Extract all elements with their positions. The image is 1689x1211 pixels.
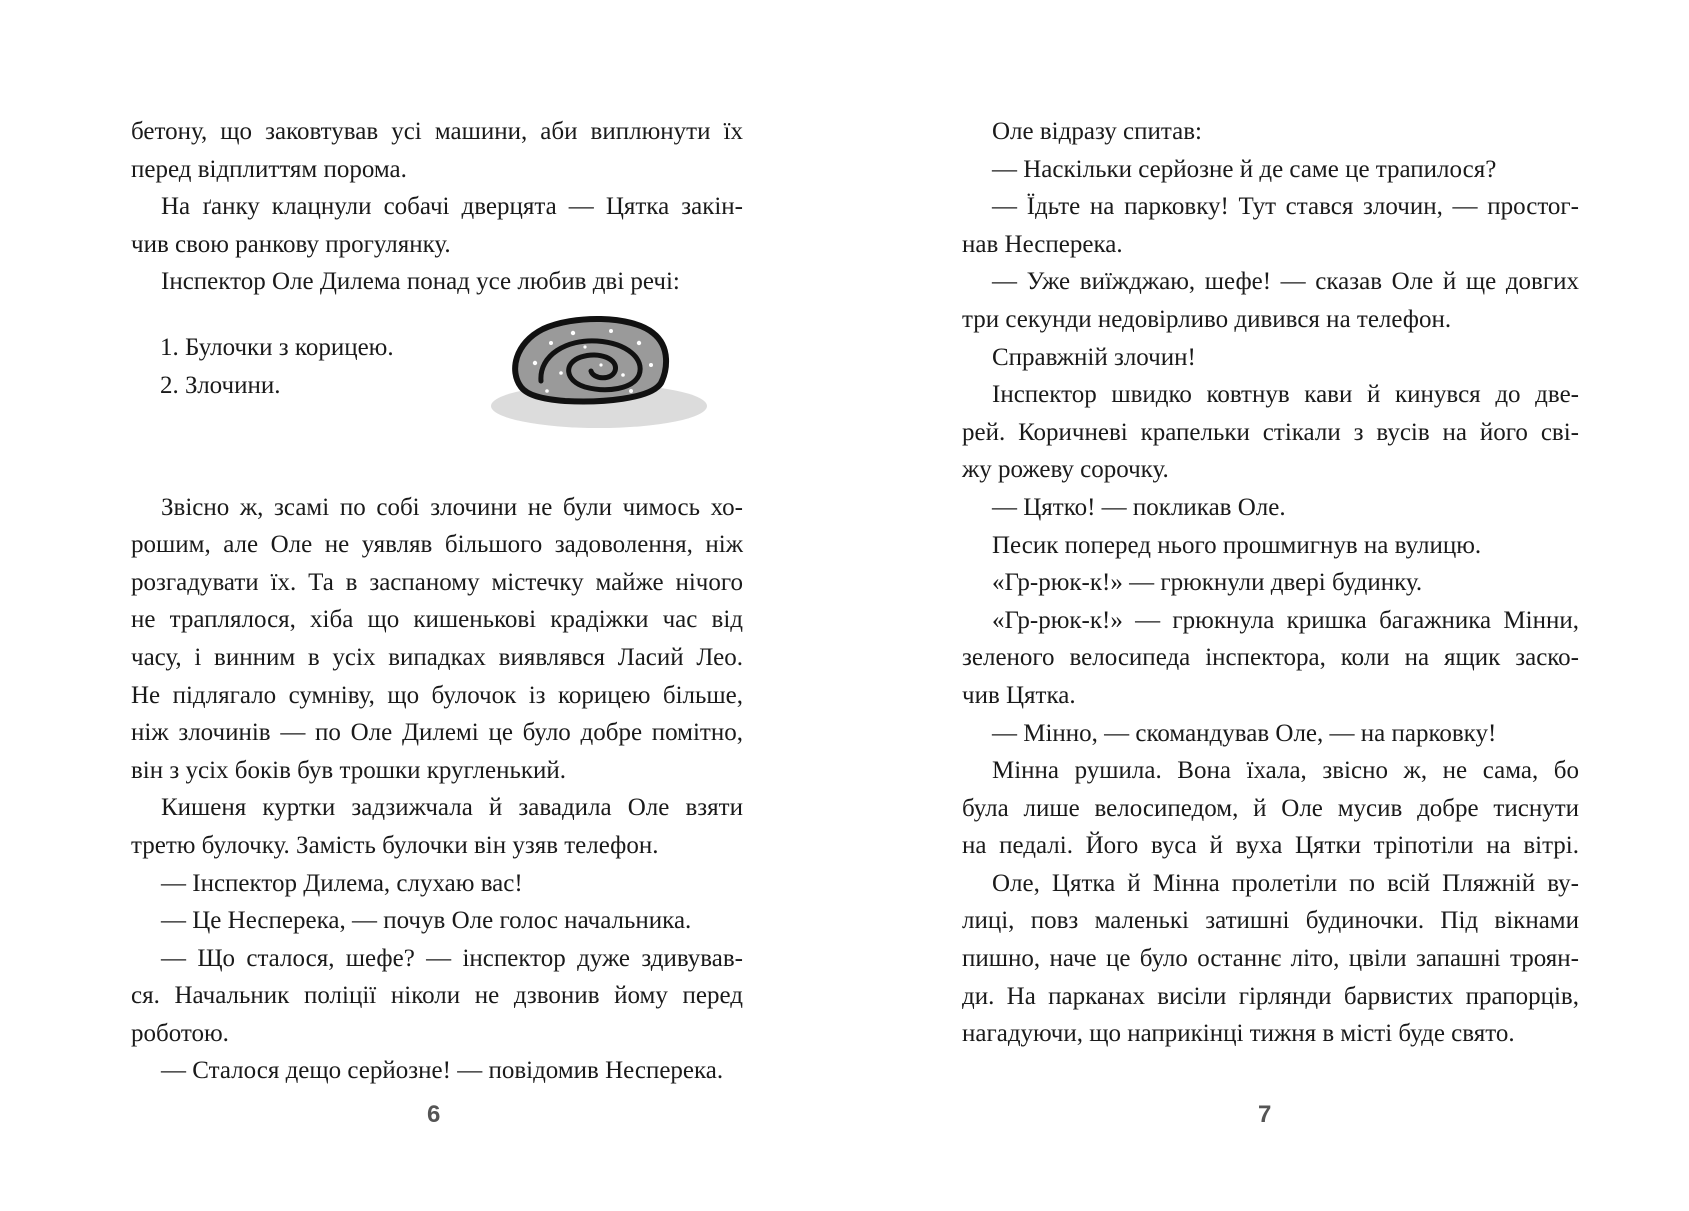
list-item: 1. Булочки з корицею.	[160, 333, 394, 361]
text-line: на педалі. Його вуса й вуха Цятки тріпотіли на вітрі.	[962, 832, 1579, 860]
text-line: зеленого велосипеда інспектора, коли на ящик заско-	[962, 644, 1579, 672]
text-line: ся. Начальник поліції ніколи не дзвонив йому перед	[131, 982, 743, 1010]
text-line: Песик поперед нього прошмигнув на вулицю.	[992, 531, 1482, 559]
text-line: — Їдьте на парковку! Тут стався злочин, — простог-	[992, 193, 1579, 221]
text-line: ніж злочинів — по Оле Дилемі це було добре помітно,	[131, 719, 743, 747]
text-line: На ґанку клацнули собачі дверцята — Цятка закін-	[161, 193, 743, 221]
text-line: три секунди недовірливо дивився на телефон.	[962, 305, 1452, 333]
text-line: Оле відразу спитав:	[992, 118, 1202, 145]
text-line: розгадувати їх. Та в заспаному містечку майже нічого	[131, 568, 743, 596]
text-line: роботою.	[131, 1019, 229, 1047]
text-line: — Це Несперека, — почув Оле голос начальника.	[161, 907, 692, 935]
text-line: «Гр-рюк-к!» — грюкнула кришка багажника Мінни,	[992, 606, 1579, 634]
text-line: лиці, повз маленькі затишні будиночки. Під вікнами	[962, 907, 1579, 935]
text-line: — Наскільки серйозне й де саме це трапилося?	[992, 155, 1497, 183]
text-line: він з усіх боків був трошки кругленький.	[131, 756, 567, 784]
text-line: бетону, що заковтував усі машини, аби виплюнути їх	[131, 118, 743, 145]
text-line: була лише велосипедом, й Оле мусив добре тиснути	[962, 794, 1579, 822]
text-line: рей. Коричневі крапельки стікали з вусів на його сві-	[962, 418, 1579, 446]
favorite-things-list	[131, 301, 743, 451]
list-item: 2. Злочини.	[160, 371, 281, 399]
text-line: не траплялося, хіба що кишенькові крадіжки час від	[131, 606, 743, 634]
text-line: Інспектор Оле Дилема понад усе любив дві речі:	[161, 268, 680, 296]
text-line: Мінна рушила. Вона їхала, звісно ж, не сама, бо	[992, 757, 1579, 785]
text-line: «Гр-рюк-к!» — грюкнули двері будинку.	[992, 569, 1423, 597]
right-page	[845, 0, 1689, 1211]
text-line: — Сталося дещо серйозне! — повідомив Несперека.	[161, 1057, 724, 1085]
text-line: Оле, Цятка й Мінна пролетіли по всій Пляжній ву-	[992, 869, 1579, 897]
left-text-column	[131, 113, 743, 1090]
text-line: — Інспектор Дилема, слухаю вас!	[161, 869, 523, 897]
page-number: 6	[427, 1101, 441, 1128]
text-line: Звісно ж, зсамі по собі злочини не були чимось хо-	[161, 493, 743, 521]
page-number: 7	[1258, 1101, 1272, 1128]
text-line: часу, і винним в усіх випадках виявлявся Ласий Лео.	[131, 643, 743, 671]
text-line: третю булочку. Замість булочки він узяв телефон.	[131, 831, 659, 859]
text-line: — Уже виїжджаю, шефе! — сказав Оле й ще довгих	[992, 268, 1579, 296]
left-page	[0, 0, 844, 1211]
text-line: рошим, але Оле не уявляв більшого задоволення, ніж	[131, 531, 743, 559]
text-line: Справжній злочин!	[992, 343, 1196, 371]
right-text-column	[962, 113, 1579, 1053]
text-line: Інспектор швидко ковтнув кави й кинувся до две-	[992, 381, 1579, 409]
text-line: перед відплиттям порома.	[131, 155, 407, 183]
text-line: нагадуючи, що наприкінці тижня в місті буде свято.	[962, 1020, 1515, 1048]
text-line: Не підлягало сумніву, що булочок із корицею більше,	[131, 681, 743, 709]
text-line: чив Цятка.	[962, 681, 1076, 709]
text-line: жу рожеву сорочку.	[962, 456, 1169, 484]
text-line: пишно, наче це було останнє літо, цвіли запашні троян-	[962, 945, 1579, 973]
text-line: нав Несперека.	[962, 230, 1123, 258]
text-line: — Що сталося, шефе? — інспектор дуже здивував-	[161, 944, 743, 972]
text-line: Кишеня куртки задзижчала й завадила Оле взяти	[161, 794, 743, 822]
text-line: ди. На парканах висіли гірлянди барвистих прапорців,	[962, 982, 1579, 1010]
text-line: — Цятко! — покликав Оле.	[992, 493, 1286, 521]
text-line: чив свою ранкову прогулянку.	[131, 230, 451, 258]
cinnamon-bun-illustration	[481, 303, 711, 433]
text-line: — Мінно, — скомандував Оле, — на парковку!	[992, 719, 1497, 747]
